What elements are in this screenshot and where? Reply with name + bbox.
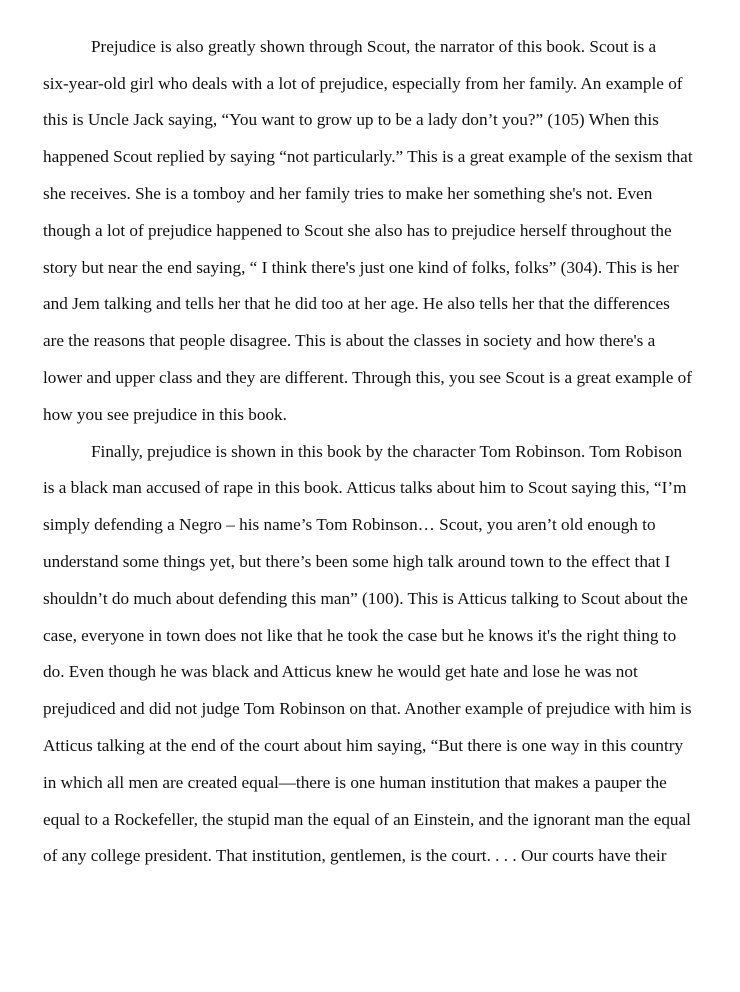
text-line: this is Uncle Jack saying, “You want to grow up to be a lady don’t you?” (105) When this [43,110,659,129]
text-line: six-year-old girl who deals with a lot of prejudice, especially from her family. An example of [43,74,683,93]
text-line: do. Even though he was black and Atticus knew he would get hate and lose he was not [43,662,638,681]
text-line: equal to a Rockefeller, the stupid man the equal of an Einstein, and the ignorant man the equal [43,810,691,829]
text-line: though a lot of prejudice happened to Scout she also has to prejudice herself throughout the [43,221,672,240]
text-line: shouldn’t do much about defending this man” (100). This is Atticus talking to Scout about the [43,589,688,608]
text-line: of any college president. That institution, gentlemen, is the court. . . . Our courts have their [43,846,667,865]
text-line: prejudiced and did not judge Tom Robinson on that. Another example of prejudice with him is [43,699,692,718]
text-line: is a black man accused of rape in this book. Atticus talks about him to Scout saying this, “I’m [43,478,687,497]
text-line: how you see prejudice in this book. [43,405,287,424]
text-line: case, everyone in town does not like that he took the case but he knows it's the right thing to [43,626,677,645]
text-line: are the reasons that people disagree. This is about the classes in society and how there's a [43,331,656,350]
text-line: understand some things yet, but there’s been some high talk around town to the effect that I [43,552,671,571]
text-line: lower and upper class and they are different. Through this, you see Scout is a great example of [43,368,692,387]
text-line: story but near the end saying, “ I think there's just one kind of folks, folks” (304). This is her [43,258,679,277]
text-line: happened Scout replied by saying “not particularly.” This is a great example of the sexism that [43,147,693,166]
text-line: she receives. She is a tomboy and her family tries to make her something she's not. Even [43,184,653,203]
text-line: in which all men are created equal—there is one human institution that makes a pauper the [43,773,667,792]
text-line: Finally, prejudice is shown in this book by the character Tom Robinson. Tom Robison [91,442,683,461]
text-line: Prejudice is also greatly shown through Scout, the narrator of this book. Scout is a [91,37,657,56]
text-line: and Jem talking and tells her that he did too at her age. He also tells her that the differences [43,294,670,313]
text-line: simply defending a Negro – his name’s Tom Robinson… Scout, you aren’t old enough to [43,515,656,534]
text-line: Atticus talking at the end of the court about him saying, “But there is one way in this country [43,736,684,755]
